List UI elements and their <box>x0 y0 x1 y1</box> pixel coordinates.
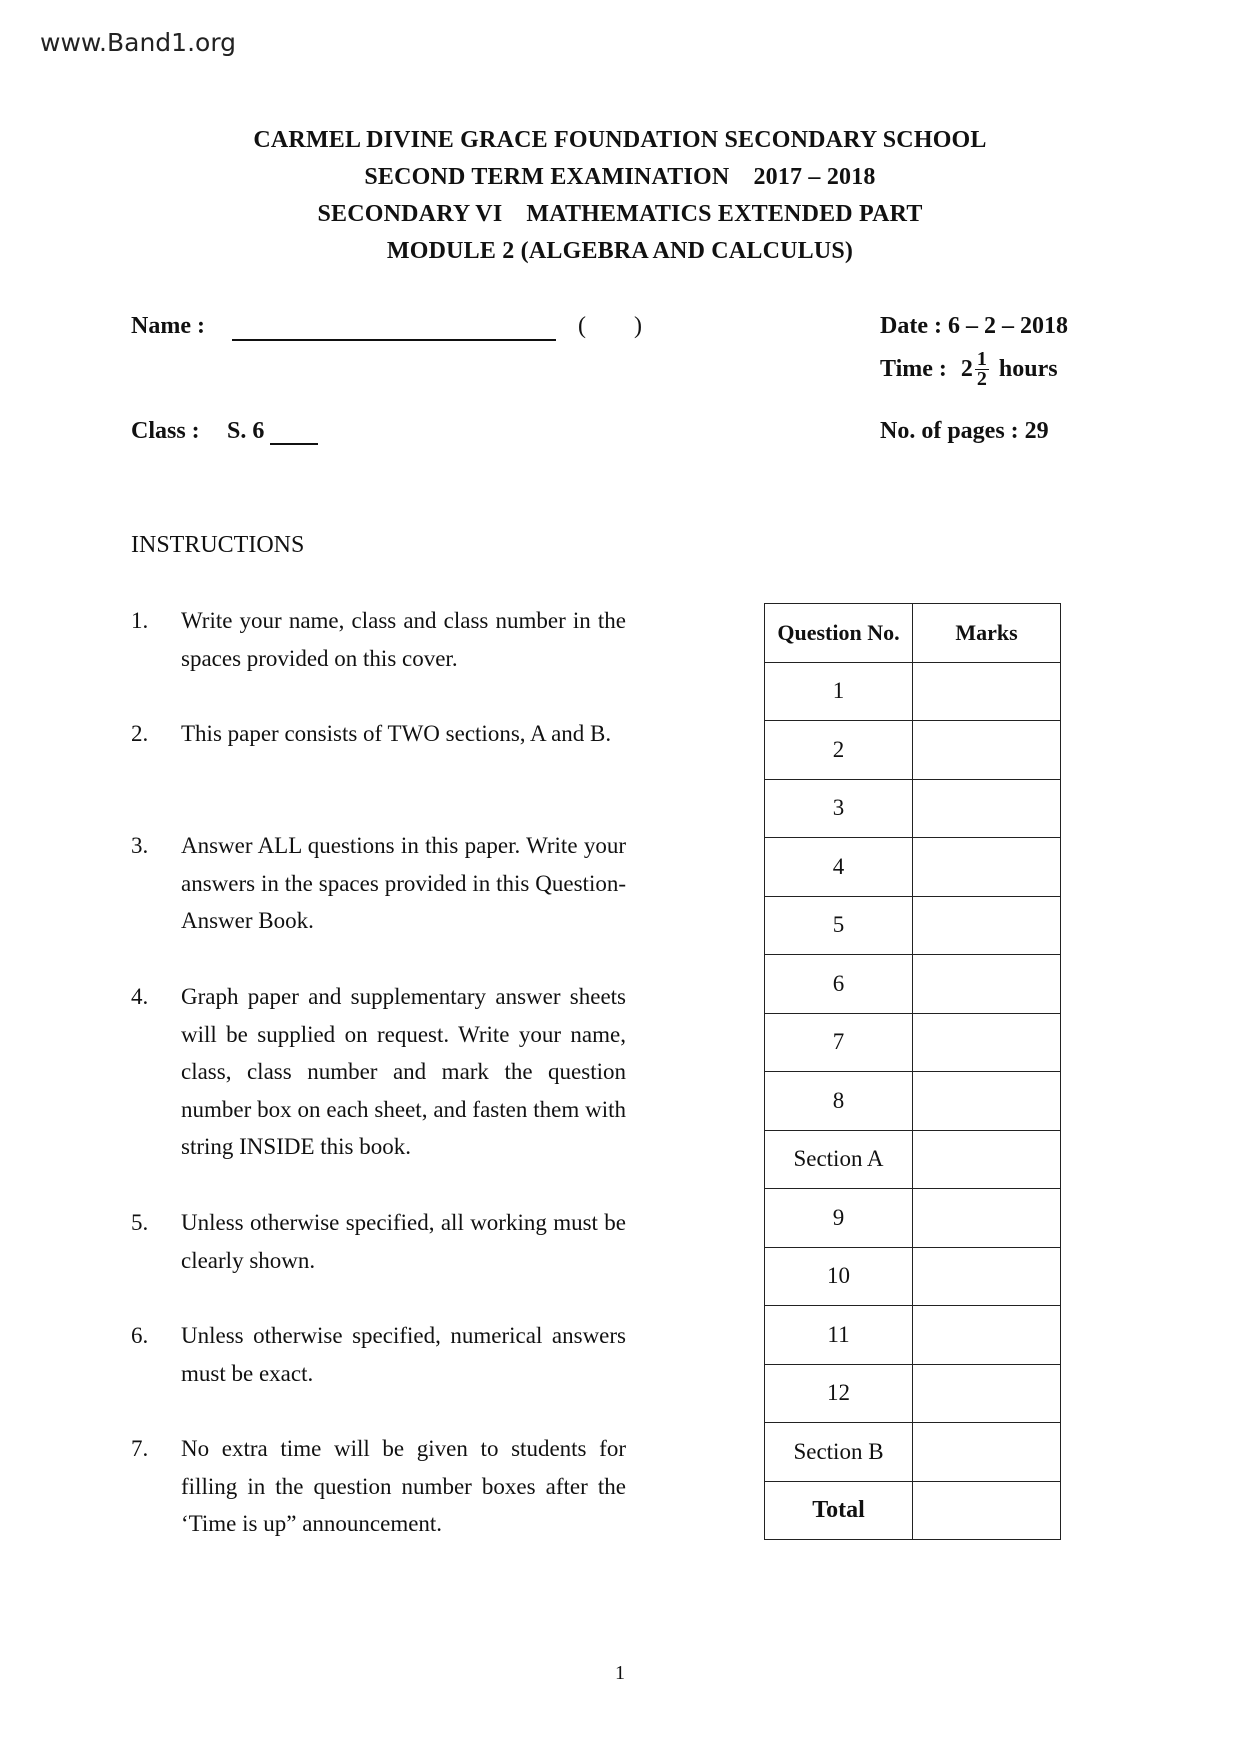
module-title: MODULE 2 (ALGEBRA AND CALCULUS) <box>386 238 854 264</box>
instruction-item <box>131 602 626 677</box>
instruction-item <box>131 1317 626 1392</box>
time-whole: 2 <box>960 356 973 382</box>
question-number-cell: 5 <box>765 896 913 955</box>
school-name: CARMEL DIVINE GRACE FOUNDATION SECONDARY SCHOOL <box>253 127 987 153</box>
question-number-cell: 9 <box>765 1189 913 1248</box>
instruction-item <box>131 978 626 1166</box>
table-row <box>765 779 1061 838</box>
question-number-cell: 4 <box>765 838 913 897</box>
marks-cell[interactable] <box>913 662 1061 721</box>
instruction-text: Answer ALL questions in this paper. Write your answers in the spaces provided in this Question-Answer Book. <box>181 833 626 933</box>
instruction-text: Write your name, class and class number in the spaces provided on this cover. <box>181 608 626 671</box>
instruction-text: Graph paper and supplementary answer sheets will be supplied on request. Write your name, class, class number and mark the question number box on each sheet, and fasten them with string INSIDE this book. <box>181 984 626 1159</box>
exam-date: Date : 6 – 2 – 2018 <box>880 313 1068 339</box>
table-row <box>765 1306 1061 1365</box>
marks-header: Marks <box>913 604 1061 663</box>
class-label: Class : <box>131 418 200 444</box>
exam-title <box>0 164 1240 191</box>
instruction-text: Unless otherwise specified, numerical answers must be exact. <box>181 1323 626 1386</box>
instruction-number: 6. <box>131 1323 149 1348</box>
question-number-cell: 8 <box>765 1072 913 1131</box>
instruction-number: 3. <box>131 833 149 858</box>
class-number-field[interactable]: ( ) <box>578 313 642 339</box>
marks-cell[interactable] <box>913 1130 1061 1189</box>
marks-cell[interactable] <box>913 779 1061 838</box>
exam-year: 2017 – 2018 <box>753 164 876 190</box>
page-number: 1 <box>615 1662 625 1684</box>
table-row <box>765 1130 1061 1189</box>
instruction-item <box>131 1430 626 1543</box>
table-row <box>765 1481 1061 1540</box>
instruction-number: 5. <box>131 1210 149 1235</box>
table-row <box>765 1013 1061 1072</box>
table-row <box>765 662 1061 721</box>
instruction-number: 7. <box>131 1436 149 1461</box>
marks-cell[interactable] <box>913 1013 1061 1072</box>
table-row <box>765 955 1061 1014</box>
class-value: S. 6 <box>227 418 265 444</box>
marks-cell[interactable] <box>913 1072 1061 1131</box>
total-marks-cell[interactable] <box>913 1481 1061 1540</box>
table-row <box>765 1072 1061 1131</box>
marks-cell[interactable] <box>913 1364 1061 1423</box>
question-number-cell: 2 <box>765 721 913 780</box>
time-label: Time : <box>880 356 947 382</box>
section-a-cell: Section A <box>765 1130 913 1189</box>
question-number-cell: 3 <box>765 779 913 838</box>
question-number-cell: 6 <box>765 955 913 1014</box>
instruction-text: No extra time will be given to students for filling in the question number boxes after the ‘Time is up” announcement. <box>181 1436 626 1536</box>
table-row <box>765 1247 1061 1306</box>
name-label: Name : <box>131 313 205 339</box>
class-field[interactable] <box>227 418 318 445</box>
instruction-text: This paper consists of TWO sections, A and B. <box>181 721 612 746</box>
question-number-cell: 12 <box>765 1364 913 1423</box>
table-row <box>765 1189 1061 1248</box>
instruction-number: 1. <box>131 608 149 633</box>
name-field[interactable] <box>232 314 556 339</box>
instructions-title: INSTRUCTIONS <box>131 532 305 558</box>
table-row <box>765 896 1061 955</box>
time-unit: hours <box>998 356 1058 382</box>
marks-table <box>764 603 1061 1540</box>
instruction-number: 2. <box>131 721 149 746</box>
marks-cell[interactable] <box>913 896 1061 955</box>
instruction-item <box>131 1204 626 1279</box>
time-denominator: 2 <box>976 368 987 390</box>
total-cell: Total <box>765 1481 913 1540</box>
form-level: SECONDARY VI <box>317 201 503 227</box>
table-row <box>765 1423 1061 1482</box>
question-number-cell: 7 <box>765 1013 913 1072</box>
instruction-item <box>131 827 626 940</box>
instruction-item <box>131 715 626 753</box>
section-b-cell: Section B <box>765 1423 913 1482</box>
time-numerator: 1 <box>976 348 987 370</box>
question-number-cell: 11 <box>765 1306 913 1365</box>
exam-name: SECOND TERM EXAMINATION <box>364 164 730 190</box>
subject: MATHEMATICS EXTENDED PART <box>526 201 923 227</box>
class-blank[interactable] <box>270 421 318 445</box>
exam-duration <box>880 350 1058 389</box>
marks-cell[interactable] <box>913 1306 1061 1365</box>
time-fraction <box>975 350 989 389</box>
instruction-number: 4. <box>131 984 149 1009</box>
question-number-cell: 1 <box>765 662 913 721</box>
page-count: No. of pages : 29 <box>880 418 1049 444</box>
table-row <box>765 838 1061 897</box>
table-row <box>765 1364 1061 1423</box>
marks-cell[interactable] <box>913 1423 1061 1482</box>
table-row <box>765 721 1061 780</box>
marks-cell[interactable] <box>913 721 1061 780</box>
marks-cell[interactable] <box>913 955 1061 1014</box>
subject-line <box>0 201 1240 228</box>
marks-table-header <box>765 604 1061 663</box>
question-no-header: Question No. <box>765 604 913 663</box>
instruction-text: Unless otherwise specified, all working must be clearly shown. <box>181 1210 626 1273</box>
marks-cell[interactable] <box>913 1247 1061 1306</box>
marks-cell[interactable] <box>913 838 1061 897</box>
marks-cell[interactable] <box>913 1189 1061 1248</box>
watermark: www.Band1.org <box>40 28 237 57</box>
question-number-cell: 10 <box>765 1247 913 1306</box>
